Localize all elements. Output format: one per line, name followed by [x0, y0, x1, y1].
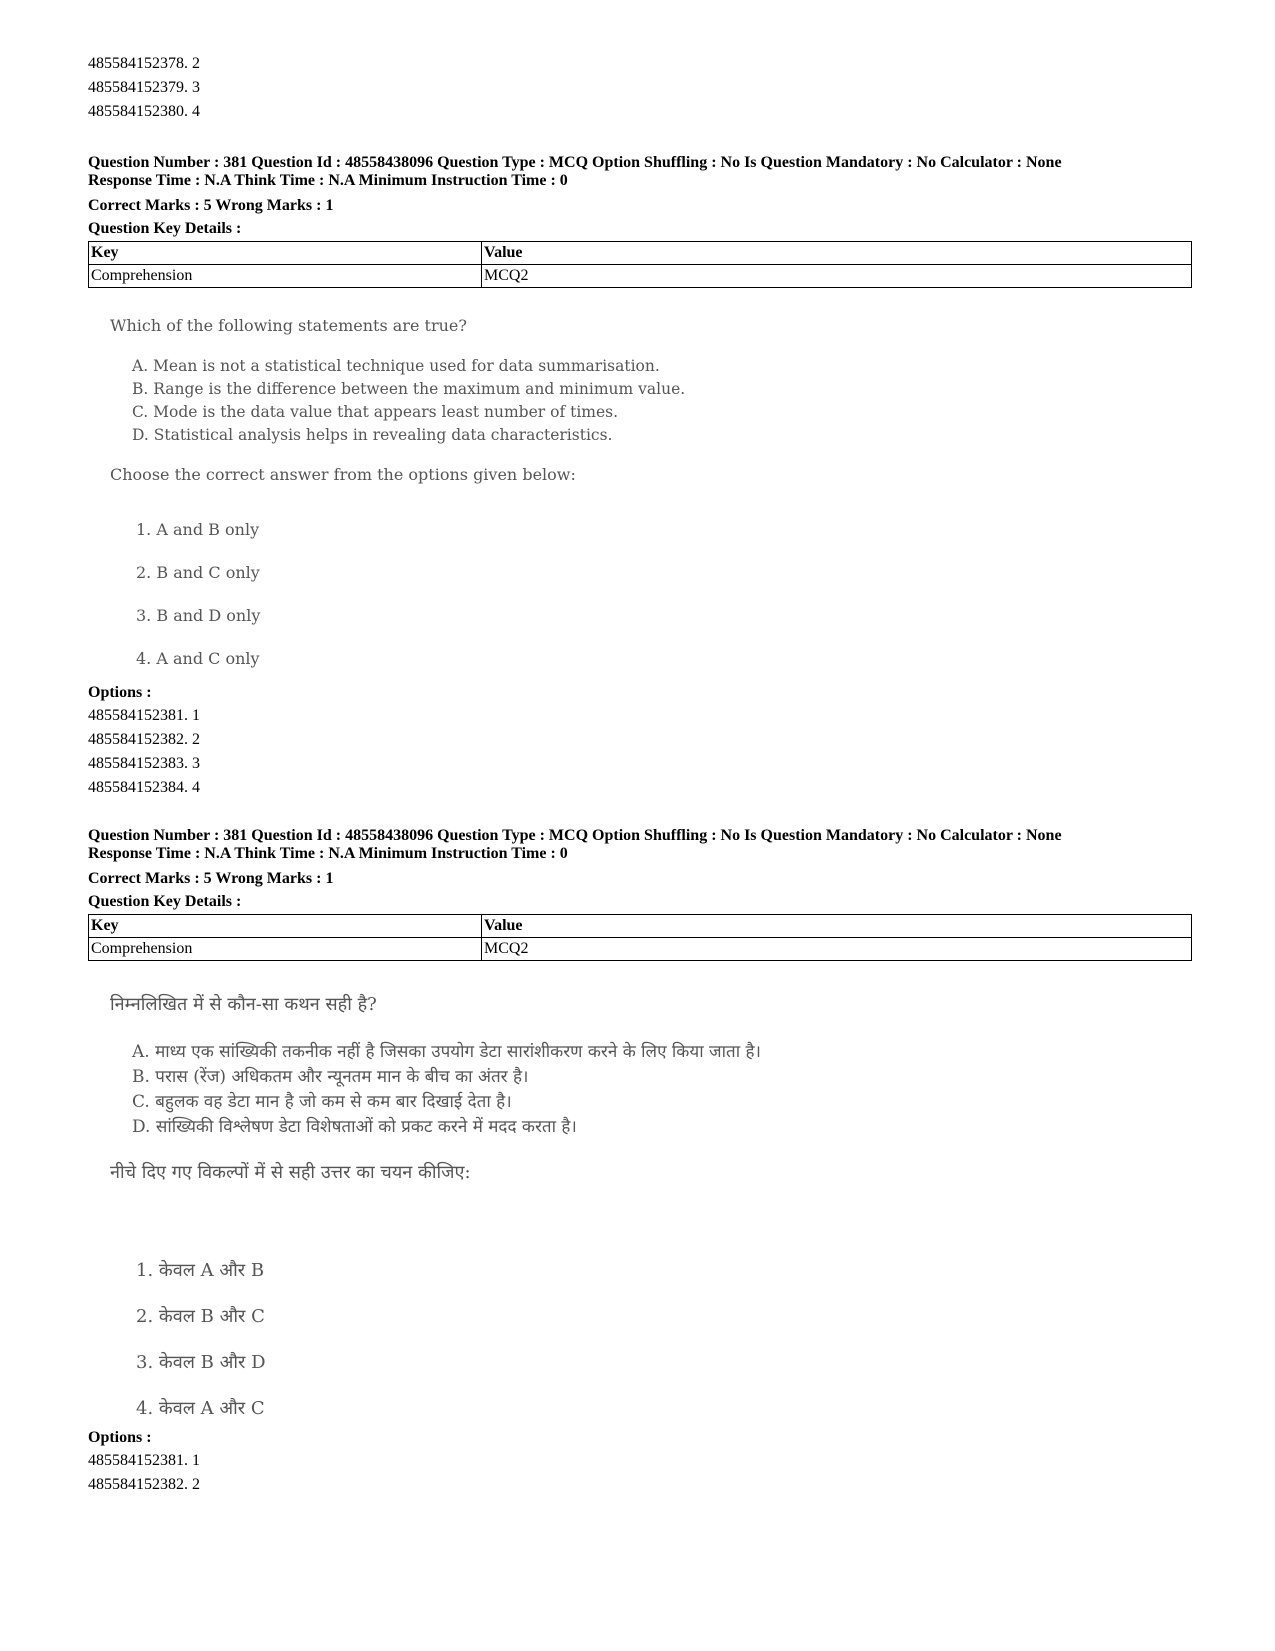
marks-line: Correct Marks : 5 Wrong Marks : 1 — [88, 197, 334, 214]
key-value-table — [88, 914, 1192, 961]
options-label: Options : — [88, 684, 152, 701]
question-meta — [88, 827, 1208, 863]
meta-line-2: Response Time : N.A Think Time : N.A Minimum Instruction Time : 0 — [88, 845, 568, 862]
statement: A. Mean is not a statistical technique used for data summarisation. — [132, 357, 660, 375]
table-header-value: Value — [482, 242, 1192, 265]
choice: 3. केवल B और D — [136, 1352, 266, 1373]
option-line: 485584152379. 3 — [88, 79, 200, 96]
choice: 4. केवल A और C — [136, 1398, 265, 1419]
options-list — [88, 704, 200, 800]
choose-instruction: Choose the correct answer from the options given below: — [110, 465, 576, 484]
statement: C. Mode is the data value that appears least number of times. — [132, 403, 619, 421]
option-line: 485584152384. 4 — [88, 779, 200, 796]
meta-line-1: Question Number : 381 Question Id : 48558438096 Question Type : MCQ Option Shuffling : No Is Question Mandatory : No Calculator : None — [88, 827, 1062, 844]
marks-line: Correct Marks : 5 Wrong Marks : 1 — [88, 870, 334, 887]
choice: 4. A and C only — [136, 649, 260, 668]
table-header-key: Key — [89, 242, 482, 265]
option-line: 485584152383. 3 — [88, 755, 200, 772]
meta-line-1: Question Number : 381 Question Id : 48558438096 Question Type : MCQ Option Shuffling : No Is Question Mandatory : No Calculator : None — [88, 154, 1062, 171]
statement: B. Range is the difference between the maximum and minimum value. — [132, 380, 686, 398]
question-stem: निम्नलिखित में से कौन-सा कथन सही है? — [110, 994, 377, 1015]
option-line: 485584152381. 1 — [88, 1452, 200, 1469]
choice: 2. केवल B और C — [136, 1306, 265, 1327]
option-line: 485584152381. 1 — [88, 707, 200, 724]
option-line: 485584152382. 2 — [88, 731, 200, 748]
question-meta — [88, 154, 1208, 190]
statement: D. Statistical analysis helps in revealing data characteristics. — [132, 426, 613, 444]
table-header-value: Value — [482, 915, 1192, 938]
option-line: 485584152382. 2 — [88, 1476, 200, 1493]
statement: D. सांख्यिकी विश्लेषण डेटा विशेषताओं को प्रकट करने में मदद करता है। — [132, 1117, 577, 1137]
meta-line-2: Response Time : N.A Think Time : N.A Minimum Instruction Time : 0 — [88, 172, 568, 189]
table-row — [89, 938, 1192, 961]
table-header-key: Key — [89, 915, 482, 938]
question-image-english — [110, 316, 685, 680]
key-details-label: Question Key Details : — [88, 893, 242, 910]
statement: B. परास (रेंज) अधिकतम और न्यूनतम मान के बीच का अंतर है। — [132, 1067, 529, 1087]
statement: A. माध्य एक सांख्यिकी तकनीक नहीं है जिसका उपयोग डेटा सारांशीकरण करने के लिए किया जाता है। — [132, 1042, 761, 1062]
choose-instruction: नीचे दिए गए विकल्पों में से सही उत्तर का चयन कीजिए: — [110, 1162, 471, 1183]
key-value-table — [88, 241, 1192, 288]
prev-options — [88, 52, 200, 124]
table-row — [89, 265, 1192, 288]
choice: 1. केवल A और B — [136, 1260, 265, 1281]
options-label: Options : — [88, 1429, 152, 1446]
table-cell-key: Comprehension — [89, 265, 482, 288]
key-details-label: Question Key Details : — [88, 220, 242, 237]
options-list — [88, 1449, 200, 1497]
statement: C. बहुलक वह डेटा मान है जो कम से कम बार दिखाई देता है। — [132, 1092, 512, 1112]
question-stem: Which of the following statements are true? — [110, 316, 467, 335]
table-cell-value: MCQ2 — [482, 265, 1192, 288]
choice: 2. B and C only — [136, 563, 260, 582]
option-line: 485584152380. 4 — [88, 103, 200, 120]
table-cell-key: Comprehension — [89, 938, 482, 961]
question-image-hindi — [110, 992, 761, 1432]
choice: 1. A and B only — [136, 520, 260, 539]
choice: 3. B and D only — [136, 606, 261, 625]
table-cell-value: MCQ2 — [482, 938, 1192, 961]
option-line: 485584152378. 2 — [88, 55, 200, 72]
